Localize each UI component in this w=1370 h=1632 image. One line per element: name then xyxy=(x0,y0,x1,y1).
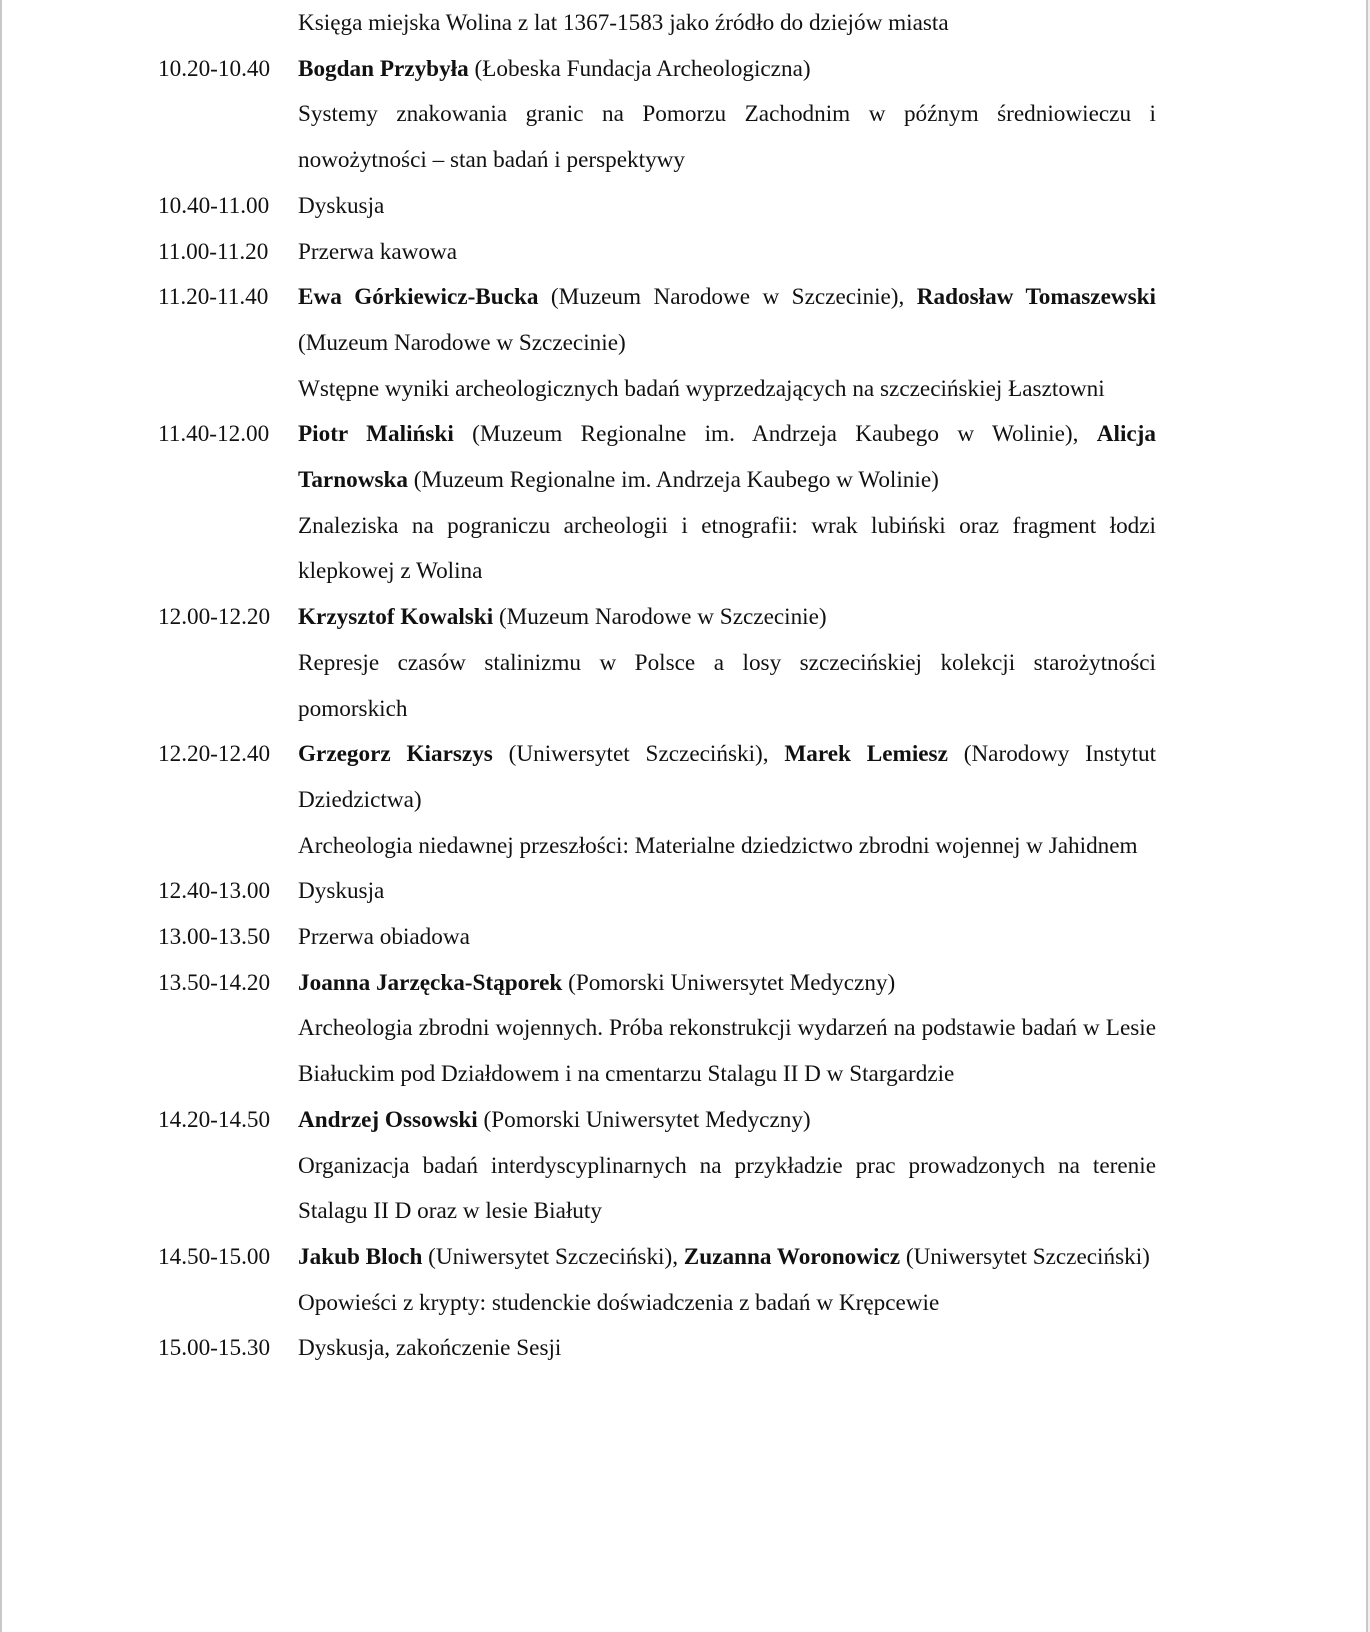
speaker-affiliation: (Muzeum Regionalne im. Andrzeja Kaubego w Wolinie) xyxy=(413,467,939,494)
session-label: Dyskusja xyxy=(298,878,385,905)
speaker-name: Joanna Jarzęcka-Stąporek xyxy=(298,969,563,996)
speakers-line xyxy=(298,412,1156,503)
time-slot: 13.50-14.20 xyxy=(158,969,271,996)
session-label: Dyskusja xyxy=(298,192,385,219)
program-entry xyxy=(158,1326,1156,1372)
program-entry xyxy=(158,732,1156,869)
speaker-affiliation: (Uniwersytet Szczeciński) xyxy=(905,1243,1150,1270)
session-label: Przerwa kawowa xyxy=(298,238,458,265)
program-entry xyxy=(158,869,1156,915)
speaker-affiliation: (Uniwersytet Szczeciński), xyxy=(428,1243,678,1270)
talk-title: Księga miejska Wolina z lat 1367-1583 jako źródło do dziejów miasta xyxy=(298,10,949,36)
time-slot: 12.00-12.20 xyxy=(158,604,271,631)
program-entry xyxy=(158,230,1156,276)
page-left-border xyxy=(0,0,2,1632)
speaker-name: Bogdan Przybyła xyxy=(298,55,469,82)
speaker-affiliation: (Pomorski Uniwersytet Medyczny) xyxy=(483,1106,811,1133)
speaker-affiliation: (Muzeum Narodowe w Szczecinie) xyxy=(498,604,827,631)
speaker-affiliation: (Muzeum Regionalne im. Andrzeja Kaubego w Wolinie), xyxy=(472,421,1079,448)
program-entry xyxy=(158,915,1156,961)
speakers-line xyxy=(298,1235,1156,1281)
talk-title: Systemy znakowania granic na Pomorzu Zachodnim w późnym średniowieczu i nowożytności – stan badań i perspektywy xyxy=(298,101,1156,174)
conference-program xyxy=(158,1,1156,1372)
speaker-affiliation: (Pomorski Uniwersytet Medyczny) xyxy=(568,969,896,996)
time-slot-empty xyxy=(158,1,298,47)
talk-title: Archeologia niedawnej przeszłości: Materialne dziedzictwo zbrodni wojennej w Jahidnem xyxy=(298,832,1138,859)
speaker-name: Andrzej Ossowski xyxy=(298,1106,478,1133)
speakers-line xyxy=(298,961,1156,1007)
time-slot: 11.00-11.20 xyxy=(158,238,269,265)
talk-title: Organizacja badań interdyscyplinarnych na przykładzie prac prowadzonych na terenie Stalagu II D oraz w lesie Białuty xyxy=(298,1152,1156,1225)
time-slot: 12.40-13.00 xyxy=(158,878,271,905)
program-entry xyxy=(158,1098,1156,1235)
continued-talk-title-row xyxy=(158,1,1156,47)
speakers-line xyxy=(298,1098,1156,1144)
time-slot: 15.00-15.30 xyxy=(158,1335,271,1362)
session-label: Dyskusja, zakończenie Sesji xyxy=(298,1335,562,1362)
talk-title: Archeologia zbrodni wojennych. Próba rekonstrukcji wydarzeń na podstawie badań w Lesie Białuckim pod Działdowem i na cmentarzu Stalagu II D w Stargardzie xyxy=(298,1015,1156,1088)
time-slot: 14.50-15.00 xyxy=(158,1243,271,1270)
session-label: Przerwa obiadowa xyxy=(298,924,470,951)
speakers-line xyxy=(298,595,1156,641)
talk-title: Znaleziska na pograniczu archeologii i etnografii: wrak lubiński oraz fragment łodzi klepkowej z Wolina xyxy=(298,512,1156,585)
time-slot: 10.20-10.40 xyxy=(158,55,271,82)
speaker-name: Alicja Tarnowska xyxy=(298,421,1156,494)
speaker-name: Marek Lemiesz xyxy=(784,741,948,768)
speakers-line xyxy=(298,275,1156,366)
talk-title: Wstępne wyniki archeologicznych badań wyprzedzających na szczecińskiej Łasztowni xyxy=(298,375,1105,402)
program-entry xyxy=(158,47,1156,184)
time-slot: 12.20-12.40 xyxy=(158,741,271,768)
speaker-affiliation: (Muzeum Narodowe w Szczecinie), xyxy=(550,284,905,311)
program-entry xyxy=(158,412,1156,595)
speaker-name: Zuzanna Woronowicz xyxy=(683,1243,901,1270)
speaker-name: Jakub Bloch xyxy=(298,1243,423,1270)
time-slot: 14.20-14.50 xyxy=(158,1106,271,1133)
speakers-line xyxy=(298,47,1156,93)
time-slot: 10.40-11.00 xyxy=(158,192,270,219)
speakers-line xyxy=(298,732,1156,823)
speaker-affiliation: (Uniwersytet Szczeciński), xyxy=(508,741,769,768)
program-entry xyxy=(158,184,1156,230)
speaker-name: Radosław Tomaszewski xyxy=(916,284,1156,311)
time-slot: 11.20-11.40 xyxy=(158,284,269,311)
speaker-affiliation: (Łobeska Fundacja Archeologiczna) xyxy=(474,55,811,82)
talk-title: Opowieści z krypty: studenckie doświadczenia z badań w Krępcewie xyxy=(298,1289,940,1316)
speaker-affiliation: (Muzeum Narodowe w Szczecinie) xyxy=(298,329,626,356)
program-entry xyxy=(158,595,1156,732)
speaker-name: Grzegorz Kiarszys xyxy=(298,741,493,768)
program-entry xyxy=(158,275,1156,412)
time-slot: 11.40-12.00 xyxy=(158,421,270,448)
program-entry xyxy=(158,961,1156,1098)
talk-title: Represje czasów stalinizmu w Polsce a losy szczecińskiej kolekcji starożytności pomorskich xyxy=(298,649,1156,722)
speaker-name: Piotr Maliński xyxy=(298,421,454,448)
speaker-name: Krzysztof Kowalski xyxy=(298,604,494,631)
speaker-name: Ewa Górkiewicz-Bucka xyxy=(298,284,539,311)
time-slot: 13.00-13.50 xyxy=(158,924,271,951)
program-entry xyxy=(158,1235,1156,1326)
speaker-affiliation: (Narodowy Instytut Dziedzictwa) xyxy=(298,741,1157,813)
